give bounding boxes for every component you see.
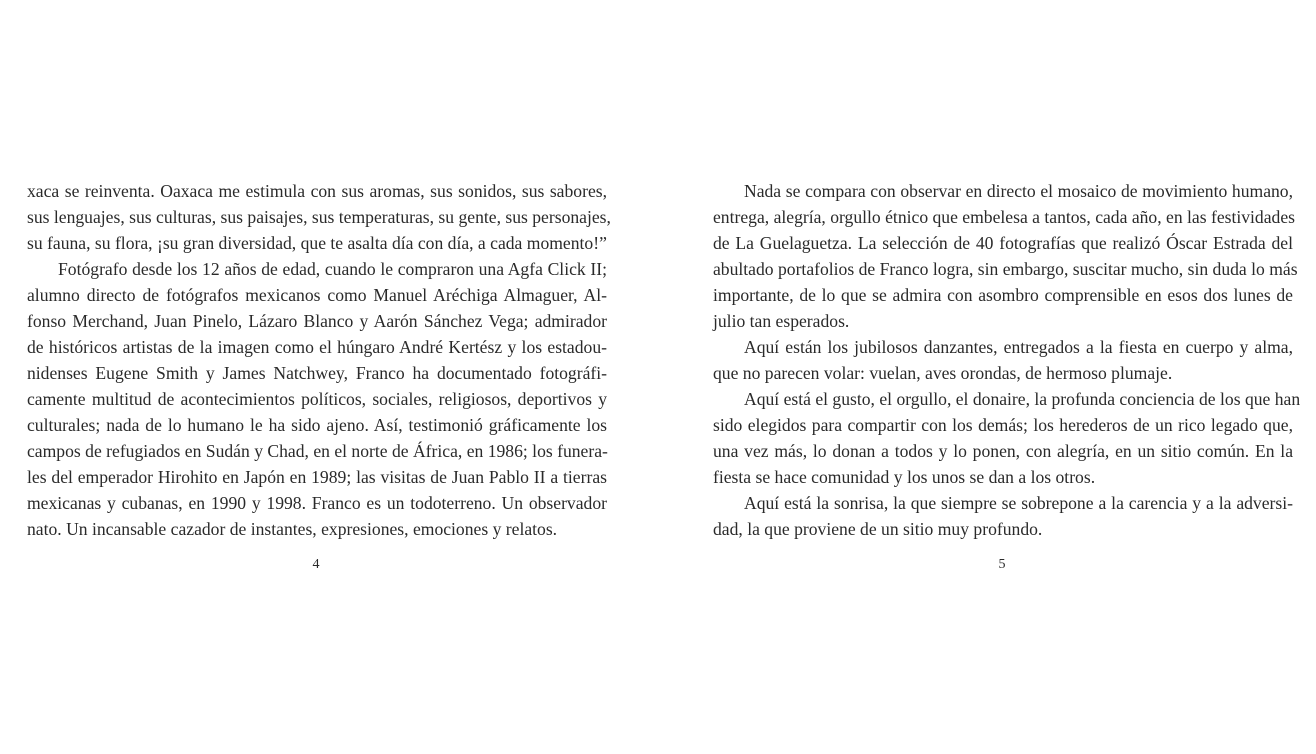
left-line-11: campos de refugiados en Sudán y Chad, en el norte de África, en 1986; los funera- — [27, 441, 608, 461]
right-line-8: que no parecen volar: vuelan, aves orondas, de hermoso plumaje. — [713, 363, 1173, 383]
right-line-12: fiesta se hace comunidad y los unos se dan a los otros. — [713, 467, 1096, 487]
right-line-2: entrega, alegría, orgullo étnico que embelesa a tantos, cada año, en las festividades — [713, 207, 1295, 227]
left-line-14: nato. Un incansable cazador de instantes, expresiones, emociones y relatos. — [27, 519, 558, 539]
left-line-5: alumno directo de fotógrafos mexicanos como Manuel Aréchiga Almaguer, Al- — [27, 285, 607, 305]
left-line-10: culturales; nada de lo humano le ha sido ajeno. Así, testimonió gráficamente los — [27, 415, 607, 435]
right-line-7: Aquí están los jubilosos danzantes, entregados a la fiesta en cuerpo y alma, — [744, 337, 1293, 357]
left-line-9: camente multitud de acontecimientos políticos, sociales, religiosos, deportivos y — [27, 389, 607, 409]
left-line-1: xaca se reinventa. Oaxaca me estimula con sus aromas, sus sonidos, sus sabores, — [27, 181, 607, 201]
page-number-left: 4 — [312, 557, 320, 572]
left-line-13: mexicanas y cubanas, en 1990 y 1998. Franco es un todoterreno. Un observador — [27, 493, 607, 513]
right-line-10: sido elegidos para compartir con los demás; los herederos de un rico legado que, — [713, 415, 1293, 435]
left-page — [27, 178, 611, 542]
right-line-11: una vez más, lo donan a todos y lo ponen, con alegría, en un sitio común. En la — [713, 441, 1293, 461]
left-line-4: Fotógrafo desde los 12 años de edad, cuando le compraron una Agfa Click II; — [58, 259, 607, 279]
left-line-12: les del emperador Hirohito en Japón en 1989; las visitas de Juan Pablo II a tierras — [27, 467, 607, 487]
left-line-3: su fauna, su flora, ¡su gran diversidad, que te asalta día con día, a cada momento!” — [27, 233, 607, 253]
left-line-2: sus lenguajes, sus culturas, sus paisajes, sus temperaturas, su gente, sus personajes, — [27, 207, 611, 227]
right-line-1: Nada se compara con observar en directo el mosaico de movimiento humano, — [744, 181, 1293, 201]
left-line-8: nidenses Eugene Smith y James Natchwey, Franco ha documentado fotográfi- — [27, 363, 607, 383]
right-line-14: dad, la que proviene de un sitio muy profundo. — [713, 519, 1043, 539]
right-line-6: julio tan esperados. — [713, 311, 850, 331]
right-line-9: Aquí está el gusto, el orgullo, el donaire, la profunda conciencia de los que han — [744, 389, 1301, 409]
right-line-4: abultado portafolios de Franco logra, sin embargo, suscitar mucho, sin duda lo más — [713, 259, 1298, 279]
right-line-5: importante, de lo que se admira con asombro comprensible en esos dos lunes de — [713, 285, 1293, 305]
left-line-7: de históricos artistas de la imagen como el húngaro André Kertész y los estadou- — [27, 337, 607, 357]
page-number-right: 5 — [998, 557, 1006, 572]
right-page — [713, 178, 1301, 542]
right-line-13: Aquí está la sonrisa, la que siempre se sobrepone a la carencia y a la adversi- — [744, 493, 1293, 513]
right-line-3: de La Guelaguetza. La selección de 40 fotografías que realizó Óscar Estrada del — [713, 233, 1293, 253]
left-line-6: fonso Merchand, Juan Pinelo, Lázaro Blanco y Aarón Sánchez Vega; admirador — [27, 311, 607, 331]
